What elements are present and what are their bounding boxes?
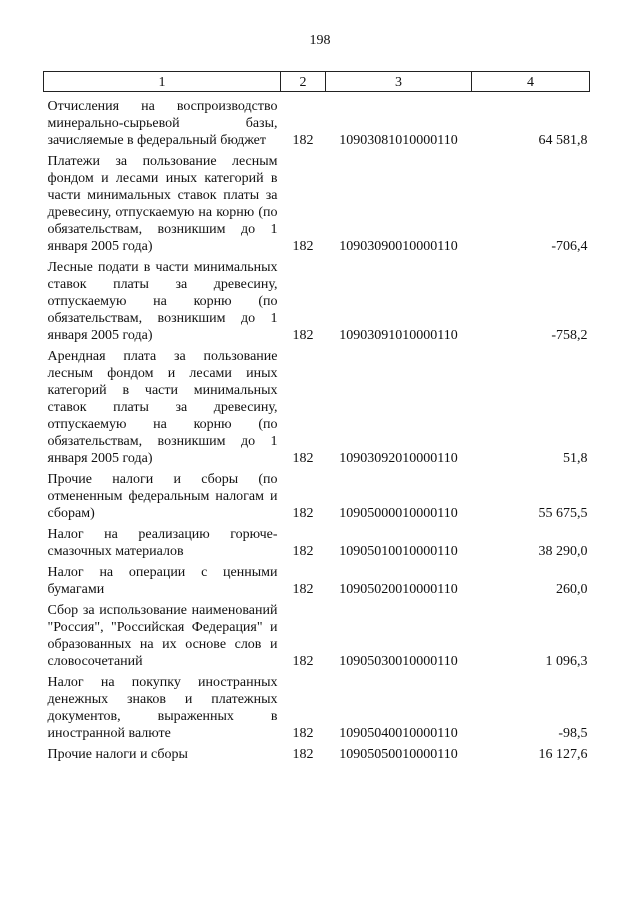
row-amount: 260,0 — [556, 582, 588, 597]
table-row — [44, 255, 590, 344]
row-amount: 51,8 — [563, 451, 588, 466]
row-name: Прочие налоги и сборы — [47, 747, 188, 762]
header-row — [44, 72, 590, 92]
row-amount: 55 675,5 — [538, 506, 588, 521]
row-name: Налог на реализацию горюче-смазочных материалов — [47, 527, 278, 559]
row-amount: 16 127,6 — [538, 747, 588, 762]
row-budget-code: 10903092010000110 — [339, 451, 458, 466]
row-name: Налог на покупку иностранных денежных знаков и платежных документов, выраженных в иностранной валюте — [47, 675, 278, 741]
budget-table — [43, 71, 590, 763]
row-budget-code: 10903090010000110 — [339, 239, 458, 254]
table-row — [44, 560, 590, 598]
row-budget-code: 10905000010000110 — [339, 506, 458, 521]
page-number: 198 — [309, 33, 331, 48]
table-row — [44, 598, 590, 670]
row-admin-code: 182 — [292, 726, 314, 741]
table-row — [44, 467, 590, 522]
row-admin-code: 182 — [292, 451, 314, 466]
row-admin-code: 182 — [292, 747, 314, 762]
header-col-2: 2 — [281, 72, 326, 92]
row-budget-code: 10905030010000110 — [339, 654, 458, 669]
row-amount: -98,5 — [558, 726, 588, 741]
table-row — [44, 344, 590, 467]
header-col-1: 1 — [44, 72, 281, 92]
row-admin-code: 182 — [292, 544, 314, 559]
row-admin-code: 182 — [292, 133, 314, 148]
row-budget-code: 10903091010000110 — [339, 328, 458, 343]
row-amount: 38 290,0 — [538, 544, 588, 559]
header-col-4: 4 — [472, 72, 590, 92]
row-name: Лесные подати в части минимальных ставок платы за древесину, отпускаемую на корню (по обязательствам, возникшим до 1 января 2005 года) — [47, 260, 278, 343]
table-row — [44, 92, 590, 150]
row-name: Прочие налоги и сборы (по отмененным федеральным налогам и сборам) — [47, 472, 278, 521]
table-row — [44, 742, 590, 763]
row-amount: -758,2 — [551, 328, 588, 343]
table-row — [44, 149, 590, 255]
row-name: Платежи за пользование лесным фондом и лесами иных категорий в части минимальных ставок платы за древесину, отпускаемую на корню (по обязательствам, возникшим до 1 января 2005 года) — [47, 154, 278, 254]
row-name: Налог на операции с ценными бумагами — [47, 565, 278, 597]
table-row — [44, 522, 590, 560]
table-header — [44, 72, 590, 92]
table-row — [44, 670, 590, 742]
row-name: Сбор за использование наименований "Россия", "Российская Федерация" и образованных на их основе слов и словосочетаний — [47, 603, 278, 669]
row-budget-code: 10905020010000110 — [339, 582, 458, 597]
row-name: Отчисления на воспроизводство минерально-сырьевой базы, зачисляемые в федеральный бюджет — [47, 99, 278, 148]
row-budget-code: 10905050010000110 — [339, 747, 458, 762]
row-admin-code: 182 — [292, 582, 314, 597]
row-admin-code: 182 — [292, 654, 314, 669]
row-amount: -706,4 — [551, 239, 588, 254]
row-amount: 64 581,8 — [538, 133, 588, 148]
row-admin-code: 182 — [292, 506, 314, 521]
row-name: Арендная плата за пользование лесным фондом и лесами иных категорий в части минимальных ставок платы за древесину, отпускаемую на корню (по обязательствам, возникшим до 1 января 2005 года) — [47, 349, 278, 466]
header-col-3: 3 — [326, 72, 472, 92]
row-admin-code: 182 — [292, 239, 314, 254]
row-budget-code: 10903081010000110 — [339, 133, 458, 148]
row-budget-code: 10905010010000110 — [339, 544, 458, 559]
row-amount: 1 096,3 — [545, 654, 588, 669]
row-budget-code: 10905040010000110 — [339, 726, 458, 741]
row-admin-code: 182 — [292, 328, 314, 343]
table-body — [44, 92, 590, 764]
